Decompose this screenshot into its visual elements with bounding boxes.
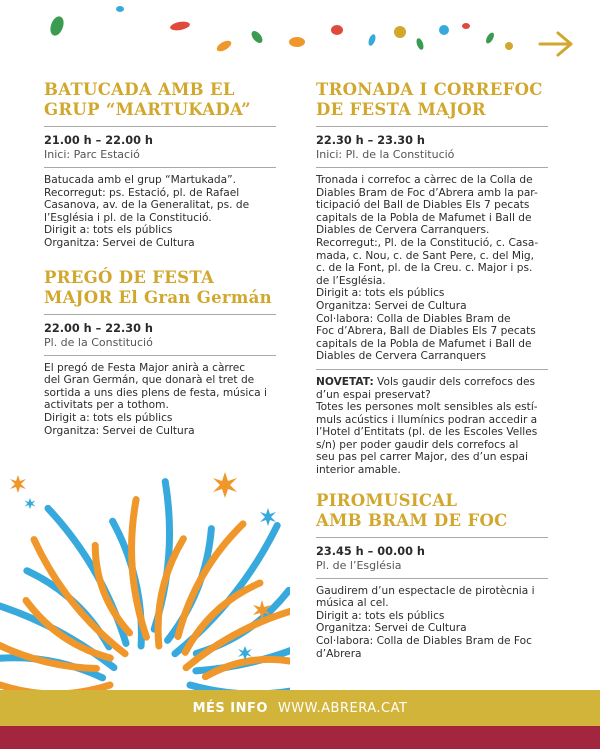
footer-label: MÉS INFO (192, 700, 268, 716)
event-time: 22.30 h – 23.30 h (316, 134, 425, 147)
divider (44, 167, 276, 168)
event-time: 22.00 h – 22.30 h (44, 321, 153, 335)
divider (44, 314, 276, 315)
notice-label: NOVETAT: (316, 375, 374, 388)
footer-bar (0, 690, 600, 726)
right-column (316, 80, 548, 660)
left-column (44, 80, 276, 437)
divider (316, 578, 548, 579)
footer-url-link[interactable]: WWW.ABRERA.CAT (277, 700, 408, 716)
fireworks-illustration (0, 450, 290, 690)
event-location: Inici: Parc Estació (44, 148, 140, 161)
event-tronada (316, 80, 548, 477)
divider (316, 167, 548, 168)
event-location: Pl. de l’Església (316, 558, 402, 572)
event-description: Batucada amb el grup “Martukada”. Recorregut: ps. Estació, pl. de Rafael Casanova, av. de la Generalitat, ps. de l’Església i pl. de la Constitució. Dirigit a: tots els públics Organitza: Servei de Cultura (44, 174, 250, 249)
divider (44, 355, 276, 356)
arrow-right-icon[interactable] (538, 30, 574, 58)
divider (316, 369, 548, 370)
divider (44, 126, 276, 127)
event-title: BATUCADA AMB EL GRUP “MARTUKADA” (44, 80, 251, 119)
event-piromusical (316, 491, 548, 661)
divider (316, 537, 548, 538)
event-batucada (44, 80, 276, 250)
event-time: 23.45 h – 00.00 h (316, 544, 425, 558)
divider (316, 126, 548, 127)
event-location: Pl. de la Constitució (44, 335, 153, 349)
event-description: El pregó de Festa Major anirà a càrrec del Gran Germán, que donarà el tret de sortida a uns dies plens de festa, música i activitats per a tothom. Dirigit a: tots els públics Organitza: Servei de Cultura (44, 361, 267, 437)
bottom-band (0, 726, 600, 749)
event-notice: NOVETAT: Vols gaudir dels correfocs des d’un espai preservat? Totes les persones molt sensibles als estí- muls acústics i llumínics podran accedir a l’Hotel d’Entitats (pl. de les Escoles Velles s/n) per poder gaudir dels correfocs al seu pas pel carrer Major, des d’un espai interior amable. (316, 375, 538, 477)
event-description: Gaudirem d’un espectacle de pirotècnia i música al cel. Dirigit a: tots els públics Organitza: Servei de Cultura Col·labora: Colla de Diables Bram de Foc d’Abrera (316, 584, 535, 660)
event-description: Tronada i correfoc a càrrec de la Colla de Diables Bram de Foc d’Abrera amb la par- ticipació del Ball de Diables Els 7 pecats capitals de la Pobla de Mafumet i Ball de Diables de Cervera Carranquers. Recorregut:, Pl. de la Constitució, c. Casa- mada, c. Nou, c. de Sant Pere, c. del Mig, c. de la Font, pl. de la Creu. c. Major i ps. de l’Església. Dirigit a: tots els públics Organitza: Servei de Cultura Col·labora: Colla de Diables Bram de Foc d’Abrera, Ball de Diables Els 7 pecats capitals de la Pobla de Mafumet i Ball de Diables de Cervera Carranquers (316, 174, 539, 363)
event-title: PREGÓ DE FESTA MAJOR El Gran Germán (44, 267, 272, 307)
firework-ray (95, 545, 129, 633)
event-title: PIROMUSICAL AMB BRAM DE FOC (316, 490, 508, 530)
event-prego (44, 268, 276, 438)
confetti-decoration (0, 0, 600, 80)
event-time: 21.00 h – 22.00 h (44, 134, 153, 147)
firework-ray (205, 659, 290, 676)
event-title: TRONADA I CORREFOC DE FESTA MAJOR (316, 80, 543, 119)
event-location: Inici: Pl. de la Constitució (316, 148, 455, 161)
